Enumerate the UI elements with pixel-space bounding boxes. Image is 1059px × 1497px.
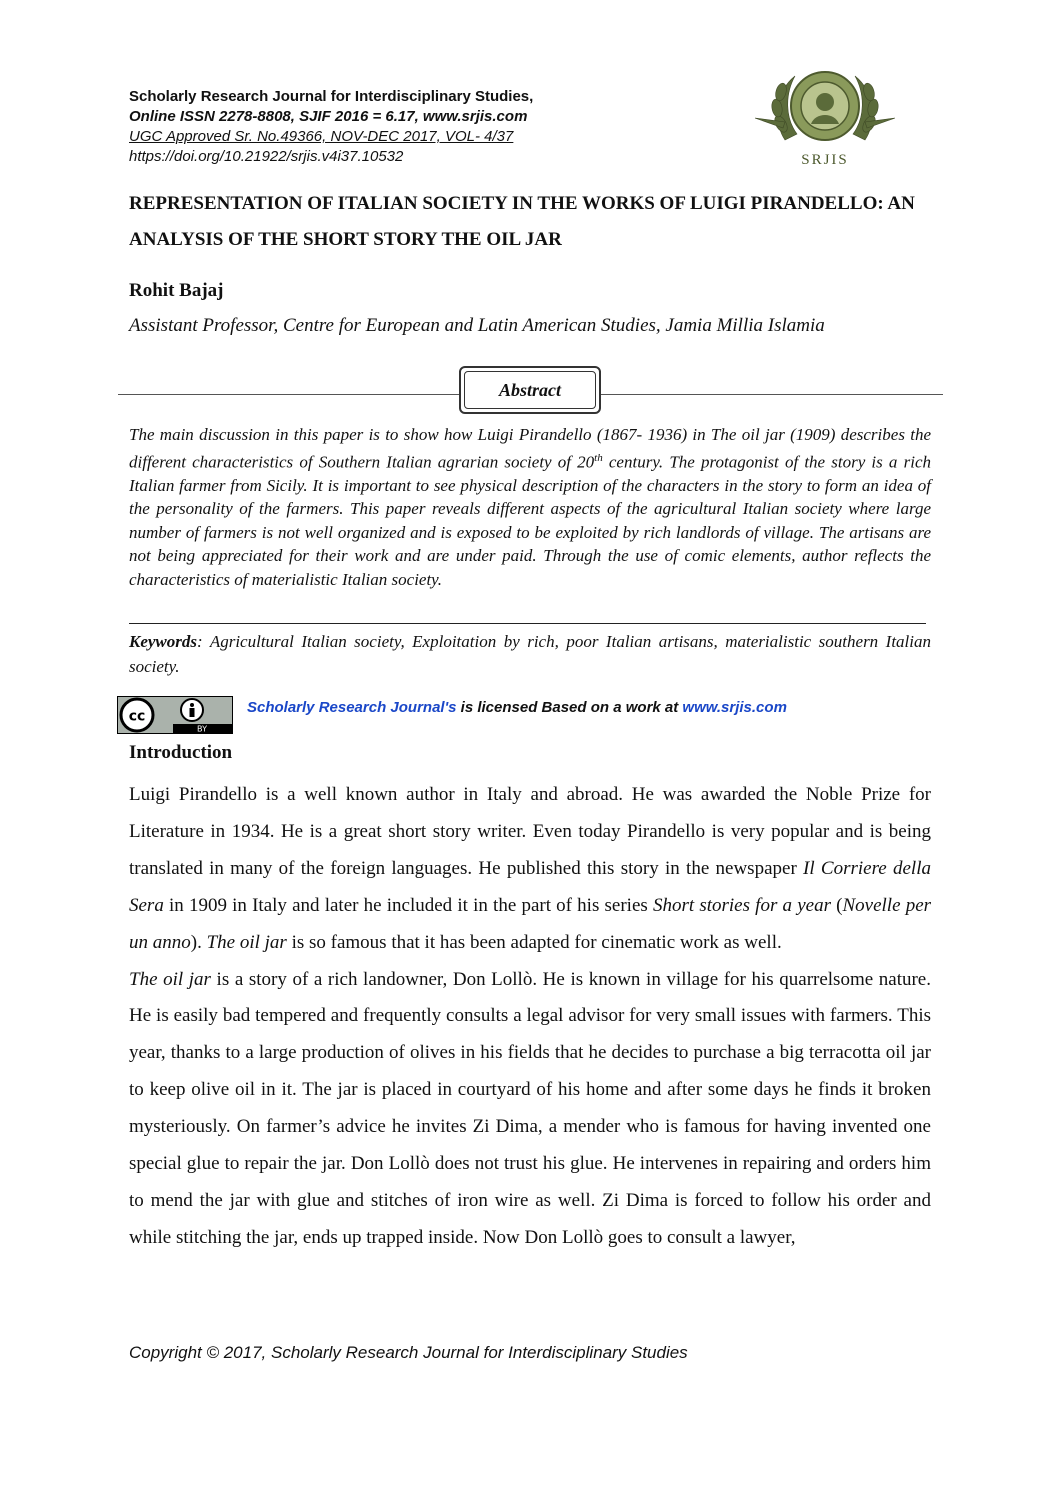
abstract-divider-left xyxy=(118,394,461,395)
keywords: Keywords: Agricultural Italian society, Exploitation by rich, poor Italian artisans, materialistic southern Italian society. xyxy=(129,632,931,676)
svg-text:BY: BY xyxy=(197,724,207,734)
author-affiliation: Assistant Professor, Centre for European and Latin American Studies, Jamia Millia Islamia xyxy=(129,315,825,336)
journal-issn: Online ISSN 2278-8808, SJIF 2016 = 6.17, www.srjis.com xyxy=(129,108,528,125)
paragraph-1: Luigi Pirandello is a well known author in Italy and abroad. He was awarded the Noble Prize for Literature in 1934. He is a great short story writer. Even today Pirandello is very popular and is being translated in many of the foreign languages. He published this story in the newspaper Il Corriere della Sera in 1909 in Italy and later he included it in the part of his series Short stories for a year (Novelle per un anno). The oil jar is so famous that it has been adapted for cinematic work as well. xyxy=(129,784,932,953)
abstract-divider-right xyxy=(599,394,943,395)
abstract-text: The main discussion in this paper is to show how Luigi Pirandello (1867- 1936) in The oil jar (1909) describes the different characteristics of Southern Italian agrarian society of 20th century. The protagonist of the story is a rich Italian farmer from Sicily. It is important to see physical description of the characters in the story to form an idea of the personality of the farmers. This paper reveals different aspects of the agricultural Italian society where large number of farmers is not well organized and is exposed to be exploited by rich landlords of village. The artisans are not being appreciated for their work and are under paid. Through the use of comic elements, author reflects the characteristics of materialistic Italian society. xyxy=(129,425,931,589)
keywords-label: Keywords xyxy=(129,632,197,651)
license-statement: Scholarly Research Journal's is licensed Based on a work at www.srjis.com xyxy=(247,699,787,716)
journal-ugc[interactable]: UGC Approved Sr. No.49366, NOV-DEC 2017, VOL- 4/37 xyxy=(129,128,514,145)
section-heading: Introduction xyxy=(129,742,233,763)
logo-text: SRJIS xyxy=(801,152,849,168)
copyright-footer: Copyright © 2017, Scholarly Research Journal for Interdisciplinary Studies xyxy=(129,1343,688,1362)
srjis-logo xyxy=(755,62,895,170)
abstract-underline xyxy=(129,623,926,624)
abstract-label: Abstract xyxy=(464,371,596,409)
paragraph-2: The oil jar is a story of a rich landowner, Don Lollò. He is known in village for his quarrelsome nature. He is easily bad tempered and frequently consults a legal advisor for very small issues with farmers. This year, thanks to a large production of olives in his fields that he decides to purchase a big terracotta oil jar to keep olive oil in it. The jar is placed in courtyard of his home and after some days he finds it broken mysteriously. On farmer’s advice he invites Zi Dima, a mender who is famous for having invented one special glue to repair the jar. Don Lollò does not trust his glue. He intervenes in repairing and orders him to mend the jar with glue and stitches of iron wire as well. Zi Dima is forced to follow his order and while stitching the jar, ends up trapped inside. Now Don Lollò goes to consult a lawyer, xyxy=(129,968,931,1248)
paper-title: REPRESENTATION OF ITALIAN SOCIETY IN THE WORKS OF LUIGI PIRANDELLO: AN ANALYSIS OF THE SHORT STORY THE OIL JAR xyxy=(129,193,915,250)
cc-by-badge-icon[interactable] xyxy=(117,696,233,734)
license-journal-link[interactable]: Scholarly Research Journal's xyxy=(247,699,457,716)
journal-name: Scholarly Research Journal for Interdisciplinary Studies, xyxy=(129,88,534,105)
svg-text:cc: cc xyxy=(128,708,146,725)
introduction-body xyxy=(129,777,931,1257)
journal-header xyxy=(129,87,689,167)
journal-doi[interactable]: https://doi.org/10.21922/srjis.v4i37.10532 xyxy=(129,148,404,165)
author-name: Rohit Bajaj xyxy=(129,280,224,301)
license-url-link[interactable]: www.srjis.com xyxy=(682,699,787,716)
abstract-label-box xyxy=(459,366,601,414)
